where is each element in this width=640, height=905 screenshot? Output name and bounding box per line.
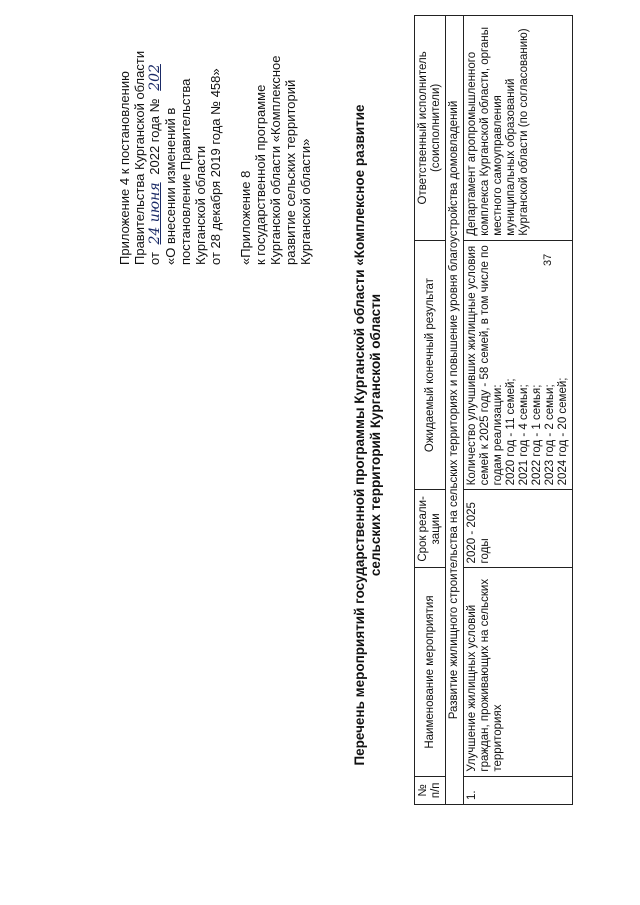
table-header-row [415, 16, 446, 805]
header-result: Ожидаемый конечный результат [415, 240, 446, 490]
header-name: Наименование мероприятия [415, 568, 446, 776]
document-title [352, 85, 384, 785]
cell-num: 1. [464, 776, 573, 804]
handwritten-date: 24 июня [147, 182, 163, 245]
section-row [446, 16, 464, 805]
appendix-line: Курганской области [193, 145, 208, 265]
header-term: Срок реали-зации [415, 490, 446, 568]
sub-appendix-line: Курганской области «Комплексное [268, 55, 283, 265]
appendix-from: от [147, 252, 162, 265]
cell-result [464, 240, 573, 490]
title-line: сельских территорий Курганской области [368, 293, 383, 577]
result-item: 2022 год - 1 семья; [531, 384, 543, 486]
title-line: Перечень мероприятий государственной программы Курганской области «Комплексное развитие [352, 104, 367, 766]
sub-appendix-line: к государственной программе [253, 84, 268, 265]
result-item: 2021 год - 4 семьи; [518, 384, 530, 486]
header-num: № п/п [415, 776, 446, 804]
table-row [464, 16, 573, 805]
appendix-line: Приложение 4 к постановлению [117, 71, 132, 265]
spacer [223, 15, 238, 265]
section-title: Развитие жилищного строительства на сельских территориях и повышение уровня благоустройства домовладений [446, 16, 464, 805]
result-item: 2024 год - 20 семей; [557, 377, 569, 486]
cell-term: 2020 - 2025 годы [464, 490, 573, 568]
appendix-line: постановление Правительства [178, 78, 193, 265]
result-item: 2020 год - 11 семей; [505, 378, 517, 486]
cell-executor: Департамент агропромышленного комплекса Курганской области, органы местного самоуправления муниципальных образований Курганской области (по согласованию) [464, 16, 573, 241]
result-list [505, 245, 570, 486]
page-number: 37 [542, 253, 554, 266]
measures-table [414, 15, 573, 805]
cell-name: Улучшение жилищных условий граждан, проживающих на сельских территориях [464, 568, 573, 776]
result-item: 2023 год - 2 семьи; [544, 384, 556, 486]
header-executor: Ответственный исполнитель (соисполнители) [415, 16, 446, 241]
appendix-year: 2022 года № [147, 98, 162, 175]
appendix-block [117, 15, 313, 265]
handwritten-number: 202 [147, 64, 163, 91]
appendix-line: Правительства Курганской области [132, 50, 147, 265]
appendix-line: «О внесении изменений в [163, 107, 178, 265]
sub-appendix-line: «Приложение 8 [238, 170, 253, 265]
sub-appendix-line: Курганской области» [298, 138, 313, 265]
result-intro: Количество улучшивших жилищные условия семей к 2025 году - 58 семей, в том числе по годам реализации: [466, 245, 504, 486]
appendix-line: от 28 декабря 2019 года № 458» [208, 68, 223, 265]
sub-appendix-line: развитие сельских территорий [283, 79, 298, 265]
appendix-date-line [147, 15, 163, 265]
